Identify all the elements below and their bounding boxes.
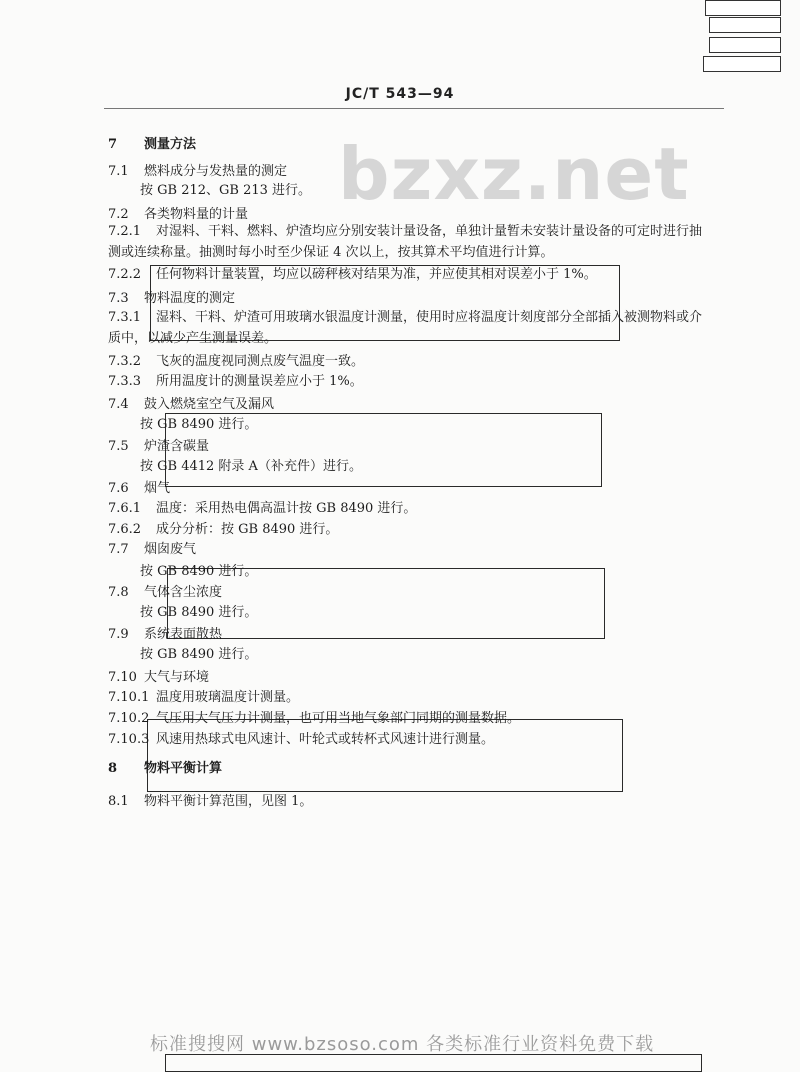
section-text: 系统表面散热 [144, 627, 223, 642]
section-line [108, 309, 702, 327]
section-text: 按 GB 8490 进行。 [140, 647, 258, 662]
section-line [108, 793, 312, 811]
section-number: 7.8 [108, 585, 129, 600]
section-number: 7.10.2 [108, 711, 150, 726]
section-line [108, 353, 364, 371]
section-line [108, 626, 222, 644]
section-number: 7.9 [108, 627, 129, 642]
section-text: 烟气 [144, 481, 171, 496]
section-text: 物料平衡计算 [144, 761, 223, 776]
header-rule [104, 108, 724, 109]
section-text: 温度：采用热电偶高温计按 GB 8490 进行。 [156, 501, 417, 516]
section-text: 按 GB 8490 进行。 [140, 564, 258, 579]
section-number: 7.3.1 [108, 310, 142, 325]
section-number: 7.4 [108, 397, 129, 412]
section-text: 测或连续称量。抽测时每小时至少保证 4 次以上，按其算术平均值进行计算。 [108, 245, 554, 260]
section-line [108, 541, 196, 559]
section-continuation [140, 458, 362, 476]
section-number: 7.6.2 [108, 522, 142, 537]
section-text: 各类物料量的计量 [144, 207, 249, 222]
watermark: bzxz.net [338, 132, 690, 216]
annotation-frame [147, 719, 623, 792]
section-text: 烟囱废气 [144, 542, 197, 557]
section-text: 成分分析：按 GB 8490 进行。 [156, 522, 339, 537]
section-number: 7.10 [108, 670, 137, 685]
section-line [108, 396, 274, 414]
section-continuation [140, 604, 257, 622]
section-text: 风速用热球式电风速计、叶轮式或转杯式风速计进行测量。 [156, 732, 495, 747]
section-text: 气体含尘浓度 [144, 585, 223, 600]
section-number: 7.2.2 [108, 267, 142, 282]
section-number: 7.5 [108, 439, 129, 454]
section-text: 按 GB 8490 进行。 [140, 417, 258, 432]
section-number: 8 [108, 761, 118, 776]
section-text: 按 GB 4412 附录 A（补充件）进行。 [140, 459, 362, 474]
corner-stamp-box [705, 0, 781, 16]
section-number: 7.6 [108, 481, 129, 496]
section-line [108, 206, 248, 224]
section-continuation [108, 244, 554, 262]
section-number: 8.1 [108, 794, 129, 809]
section-text: 对湿料、干料、燃料、炉渣均应分别安装计量设备，单独计量暂未安装计量设备的可定时进行抽 [156, 224, 703, 239]
section-line [108, 480, 170, 498]
section-line [108, 731, 494, 749]
section-continuation [140, 563, 257, 581]
section-line [108, 290, 235, 308]
footer-frame [165, 1054, 702, 1072]
section-number: 7.7 [108, 542, 129, 557]
section-text: 测量方法 [144, 137, 197, 152]
section-line [108, 373, 363, 391]
section-text: 温度用玻璃温度计测量。 [156, 690, 300, 705]
corner-stamp-box [709, 17, 781, 33]
section-continuation [140, 646, 257, 664]
document-header: JC/T 543—94 [345, 86, 455, 102]
section-line [108, 500, 416, 518]
section-line [108, 521, 338, 539]
section-number: 7.3.3 [108, 374, 142, 389]
section-number: 7.6.1 [108, 501, 142, 516]
section-text: 飞灰的温度视同测点废气温度一致。 [156, 354, 365, 369]
section-text: 大气与环境 [144, 670, 210, 685]
section-text: 质中，以减少产生测量误差。 [108, 331, 278, 346]
section-line [108, 223, 702, 241]
section-number: 7.3.2 [108, 354, 142, 369]
section-continuation [108, 330, 277, 348]
section-text: 湿料、干料、炉渣可用玻璃水银温度计测量，使用时应将温度计刻度部分全部插入被测物料或介 [156, 310, 703, 325]
section-line [108, 689, 299, 707]
section-text: 燃料成分与发热量的测定 [144, 164, 288, 179]
section-text: 任何物料计量装置，均应以磅秤核对结果为准，并应使其相对误差小于 1%。 [156, 267, 597, 282]
section-line [108, 163, 287, 181]
section-line [108, 760, 222, 778]
section-line [108, 584, 222, 602]
section-line [108, 669, 209, 687]
section-number: 7 [108, 137, 118, 152]
section-line [108, 438, 209, 456]
section-text: 物料平衡计算范围，见图 1。 [144, 794, 313, 809]
section-continuation [140, 182, 311, 200]
section-text: 按 GB 8490 进行。 [140, 605, 258, 620]
section-text: 炉渣含碳量 [144, 439, 210, 454]
section-number: 7.1 [108, 164, 129, 179]
section-number: 7.2 [108, 207, 129, 222]
section-text: 所用温度计的测量误差应小于 1%。 [156, 374, 363, 389]
corner-stamp-box [709, 37, 781, 53]
footer-banner: 标准搜搜网 www.bzsoso.com 各类标准行业资料免费下载 [150, 1034, 655, 1055]
section-text: 按 GB 212、GB 213 进行。 [140, 183, 312, 198]
section-line [108, 710, 520, 728]
section-line [108, 136, 196, 154]
section-number: 7.10.3 [108, 732, 150, 747]
section-text: 鼓入燃烧室空气及漏风 [144, 397, 275, 412]
section-line [108, 266, 597, 284]
section-continuation [140, 416, 257, 434]
section-number: 7.10.1 [108, 690, 150, 705]
section-number: 7.2.1 [108, 224, 142, 239]
section-text: 气压用大气压力计测量，也可用当地气象部门同期的测量数据。 [156, 711, 521, 726]
section-text: 物料温度的测定 [144, 291, 236, 306]
corner-stamp-box [703, 56, 781, 72]
section-number: 7.3 [108, 291, 129, 306]
